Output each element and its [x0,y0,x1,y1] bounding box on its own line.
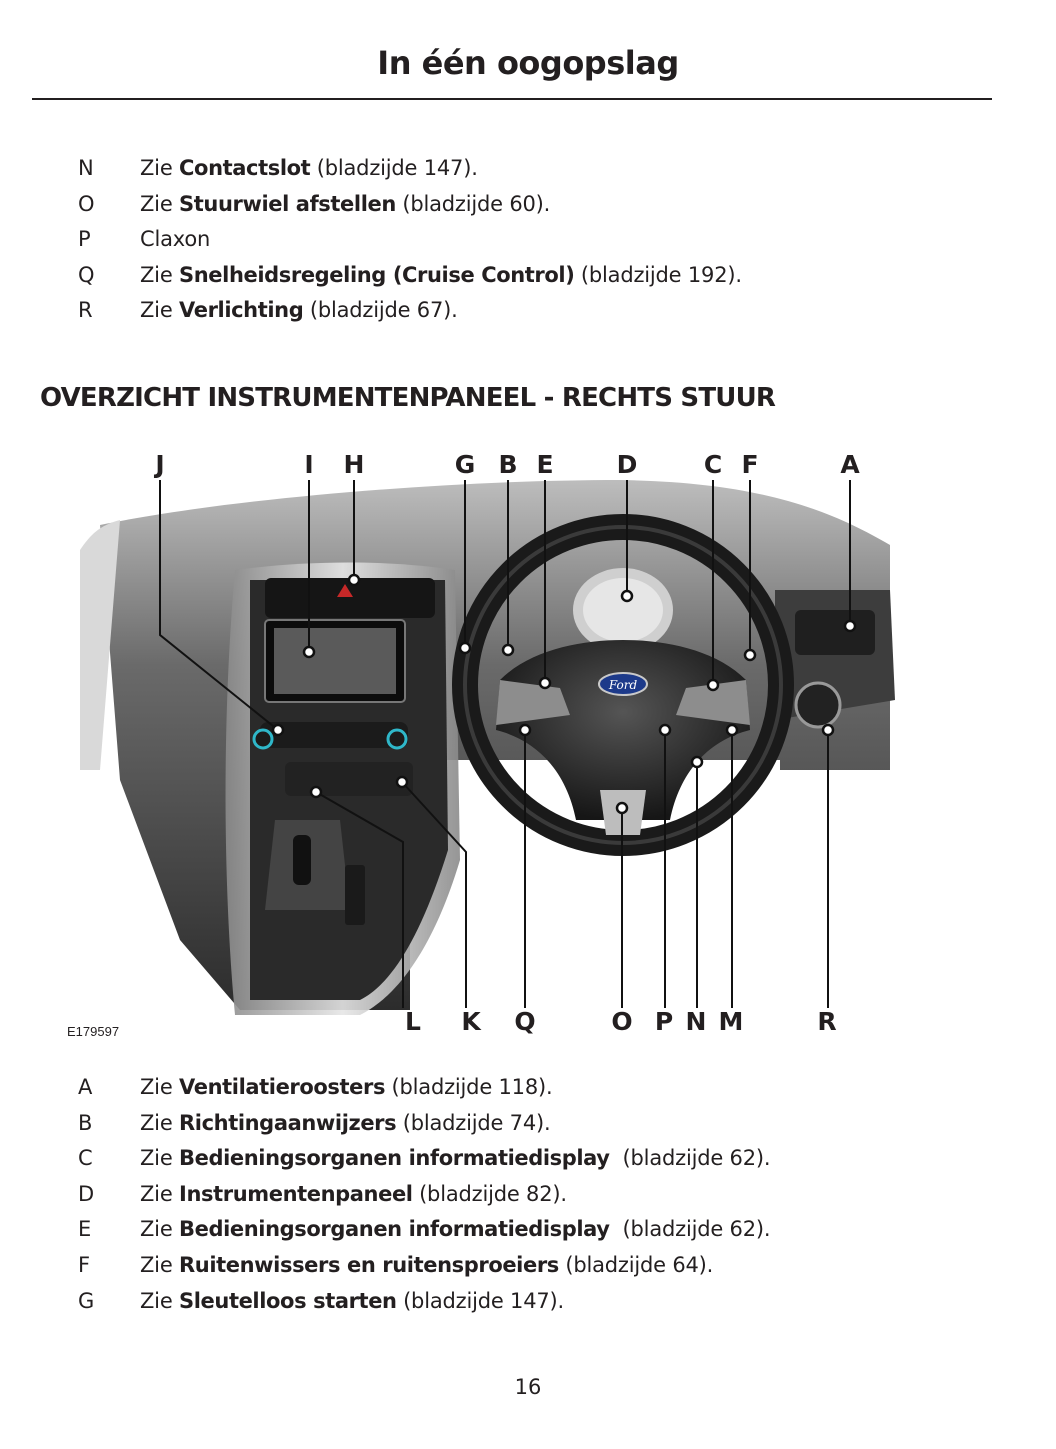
item-link[interactable]: Contactslot [179,156,311,180]
item-text: Zie Richtingaanwijzers (bladzijde 74). [140,1110,551,1135]
callout-dot-m [727,725,737,735]
callout-label-o: O [611,1007,633,1036]
item-link[interactable]: Richtingaanwijzers [179,1110,397,1135]
item-link[interactable]: Bedieningsorganen informatiedisplay [179,1146,610,1171]
item-key: Q [78,262,95,287]
callout-label-b: B [498,450,518,479]
list-item [0,1287,1056,1323]
center-console [226,563,460,1016]
top-legend-list [0,154,1056,332]
item-text: Zie Sleutelloos starten (bladzijde 147). [140,1288,564,1313]
callout-dot-c [708,680,718,690]
callout-label-j: J [155,450,165,479]
callout-dot-n [692,757,702,767]
right-knob-icon [388,730,406,748]
item-text: Claxon [140,227,211,252]
callout-dot-r [823,725,833,735]
item-link[interactable]: Snelheidsregeling (Cruise Control) [179,262,575,287]
item-text: Zie Stuurwiel afstellen (bladzijde 60). [140,191,551,216]
list-item [0,1073,1056,1109]
callout-dot-i [304,647,314,657]
item-key: P [78,227,91,252]
callout-dot-d [622,591,632,601]
callout-label-f: F [741,450,759,479]
callout-label-l: L [405,1007,421,1036]
callout-label-r: R [817,1007,837,1036]
left-knob-icon [254,730,272,748]
list-item [0,1180,1056,1216]
callout-dot-a [845,621,855,631]
item-key: A [78,1075,93,1099]
callout-dot-k [397,777,407,787]
item-link[interactable]: Sleutelloos starten [179,1288,397,1313]
gear-selector-icon [293,835,311,885]
callout-label-e: E [536,450,554,479]
list-item [0,225,1056,261]
item-text: Zie Ventilatieroosters (bladzijde 118). [140,1075,553,1099]
item-text: Zie Instrumentenpaneel (bladzijde 82). [140,1181,567,1206]
start-button-icon [796,683,840,727]
item-link[interactable]: Bedieningsorganen informatiedisplay [179,1217,610,1242]
list-item [0,1144,1056,1180]
item-text: Zie Ruitenwissers en ruitensproeiers (bladzijde 64). [140,1252,714,1277]
list-item [0,190,1056,226]
list-item [0,1109,1056,1145]
item-key: F [78,1252,91,1277]
list-item [0,1251,1056,1287]
figure-code: E179597 [67,1024,120,1039]
page-title: In één oogopslag [377,44,679,82]
callout-dot-f [745,650,755,660]
callout-dot-p [660,725,670,735]
item-text: Zie Snelheidsregeling (Cruise Control) (bladzijde 192). [140,262,742,287]
item-key: B [78,1110,93,1135]
steering-wheel [465,527,781,843]
bottom-legend-list [0,1073,1056,1322]
callout-dot-q [520,725,530,735]
list-item [0,261,1056,297]
callout-label-q: Q [514,1007,536,1036]
callout-label-a: A [840,450,860,479]
item-key: E [78,1217,92,1242]
item-key: D [78,1181,95,1206]
callout-label-g: G [454,450,476,479]
list-item [0,154,1056,190]
callout-dot-h [349,575,359,585]
item-text: Zie Contactslot (bladzijde 147). [140,156,478,180]
callout-dot-b [503,645,513,655]
callout-dot-e [540,678,550,688]
callout-label-d: D [616,450,638,479]
item-key: G [78,1288,95,1313]
item-text: Zie Verlichting (bladzijde 67). [140,298,458,323]
callout-dot-j [273,725,283,735]
callout-label-h: H [343,450,365,479]
climate-control-panel [285,762,413,796]
callout-label-m: M [718,1007,744,1036]
item-link[interactable]: Stuurwiel afstellen [179,191,396,216]
item-text: Zie Bedieningsorganen informatiedisplay (bladzijde 62). [140,1217,771,1242]
item-link[interactable]: Ventilatieroosters [179,1075,386,1099]
dashboard-illustration [60,440,960,1050]
item-text: Zie Bedieningsorganen informatiedisplay (bladzijde 62). [140,1146,771,1171]
page-number: 16 [514,1375,542,1399]
item-link[interactable]: Verlichting [179,298,304,323]
callout-label-i: I [304,450,314,479]
callout-dot-l [311,787,321,797]
right-air-vent [795,610,875,655]
callout-label-k: K [461,1007,481,1036]
callout-label-c: C [703,450,723,479]
item-key: N [78,156,94,180]
item-link[interactable]: Ruitenwissers en ruitensproeiers [179,1252,559,1277]
callout-dot-g [460,643,470,653]
item-key: O [78,191,95,216]
callout-label-p: P [654,1007,674,1036]
list-item [0,296,1056,332]
header-rule [32,98,992,100]
section-heading: OVERZICHT INSTRUMENTENPANEEL - RECHTS STUUR [40,383,776,413]
list-item [0,1215,1056,1251]
ford-logo-text: Ford [608,678,638,692]
item-key: C [78,1146,93,1171]
callout-label-n: N [685,1007,707,1036]
callout-dot-o [617,803,627,813]
item-link[interactable]: Instrumentenpaneel [179,1181,413,1206]
item-key: R [78,298,93,323]
